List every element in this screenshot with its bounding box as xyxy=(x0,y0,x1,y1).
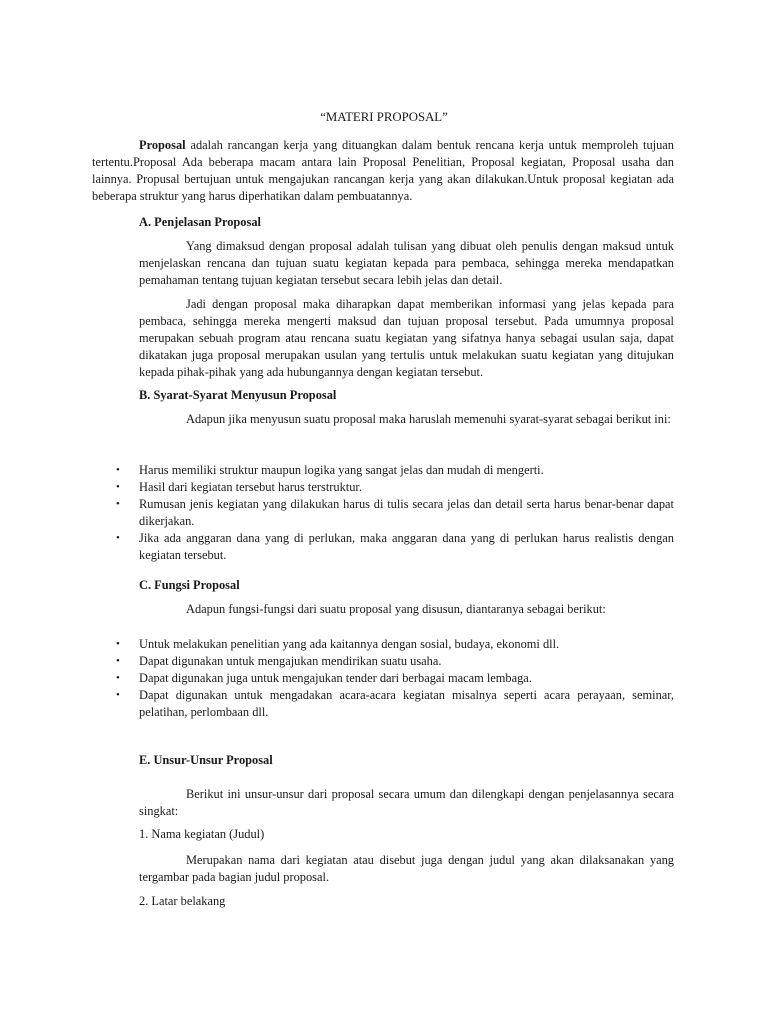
bullet-icon: • xyxy=(116,498,120,510)
list-item: • Hasil dari kegiatan tersebut harus terstruktur. xyxy=(116,480,362,494)
intro-text: adalah rancangan kerja yang dituangkan dalam bentuk rencana kerja untuk memproleh tujuan tertentu.Proposal Ada beberapa macam antara lain Proposal Penelitian, Proposal kegiatan, Proposal usaha dan lainnya. Propusal bertujuan untuk mengajukan rancangan kerja yang akan dilakukan.Untuk proposal kegiatan ada beberapa struktur yang harus diperhatikan dalam pembuatannya. xyxy=(92,138,674,203)
list-item: • Harus memiliki struktur maupun logika yang sangat jelas dan mudah di mengerti. xyxy=(116,463,544,477)
bullet-icon: • xyxy=(116,655,120,667)
section-e-item-2-title: 2. Latar belakang xyxy=(139,894,226,908)
section-e-paragraph: Berikut ini unsur-unsur dari proposal secara umum dan dilengkapi dengan penjelasannya secara singkat: xyxy=(139,787,674,818)
intro-paragraph xyxy=(92,137,674,205)
list-item: • Untuk melakukan penelitian yang ada kaitannya dengan sosial, budaya, ekonomi dll. xyxy=(116,637,560,651)
section-b-paragraph: Adapun jika menyusun suatu proposal maka haruslah memenuhi syarat-syarat sebagai berikut ini: xyxy=(186,412,671,426)
section-e-heading: E. Unsur-Unsur Proposal xyxy=(139,753,273,767)
section-e-item-1-description: Merupakan nama dari kegiatan atau disebut juga dengan judul yang akan dilaksanakan yang tergambar pada bagian judul proposal. xyxy=(139,853,674,884)
intro-lead: Proposal xyxy=(139,138,186,152)
section-c-paragraph: Adapun fungsi-fungsi dari suatu proposal yang disusun, diantaranya sebagai berikut: xyxy=(186,602,606,616)
section-e-item-1-title: 1. Nama kegiatan (Judul) xyxy=(139,827,265,841)
list-item: • Rumusan jenis kegiatan yang dilakukan harus di tulis secara jelas dan detail serta harus benar-benar dapat dikerjakan. xyxy=(116,497,674,528)
bullet-icon: • xyxy=(116,638,120,650)
bullet-icon: • xyxy=(116,532,120,544)
section-a-paragraph-2: Jadi dengan proposal maka diharapkan dapat memberikan informasi yang jelas kepada para pembaca, sehingga mereka mengerti maksud dan tujuan proposal tersebut. Pada umumnya proposal merupakan sebuah program atau rencana suatu kegiatan yang sifatnya hanya sebagai usulan saja, dapat dikatakan juga proposal merupakan usulan yang tertulis untuk melakukan suatu kegiatan yang ditujukan kepada pihak-pihak yang ada hubungannya dengan kegiatan tersebut. xyxy=(139,297,674,379)
section-b-heading: B. Syarat-Syarat Menyusun Proposal xyxy=(139,388,337,402)
list-item: • Jika ada anggaran dana yang di perlukan, maka anggaran dana yang di perlukan harus realistis dengan kegiatan tersebut. xyxy=(116,531,674,562)
list-item: • Dapat digunakan untuk mengajukan mendirikan suatu usaha. xyxy=(116,654,442,668)
bullet-icon: • xyxy=(116,481,120,493)
bullet-icon: • xyxy=(116,672,120,684)
section-b-list xyxy=(116,462,674,564)
section-c-list xyxy=(116,636,674,721)
bullet-icon: • xyxy=(116,464,120,476)
document-title: “MATERI PROPOSAL” xyxy=(320,110,448,124)
list-item: • Dapat digunakan juga untuk mengajukan tender dari berbagai macam lembaga. xyxy=(116,671,532,685)
section-a-paragraph-1: Yang dimaksud dengan proposal adalah tulisan yang dibuat oleh penulis dengan maksud untuk menjelaskan rencana dan tujuan suatu kegiatan kepada para pembaca, sehingga mereka mendapatkan pemahaman tentang tujuan kegiatan tersebut secara lebih jelas dan detail. xyxy=(139,239,674,287)
section-c-heading: C. Fungsi Proposal xyxy=(139,578,240,592)
section-a-heading: A. Penjelasan Proposal xyxy=(139,215,261,229)
bullet-icon: • xyxy=(116,689,120,701)
list-item: • Dapat digunakan untuk mengadakan acara-acara kegiatan misalnya seperti acara perayaan, seminar, pelatihan, perlombaan dll. xyxy=(116,688,674,719)
